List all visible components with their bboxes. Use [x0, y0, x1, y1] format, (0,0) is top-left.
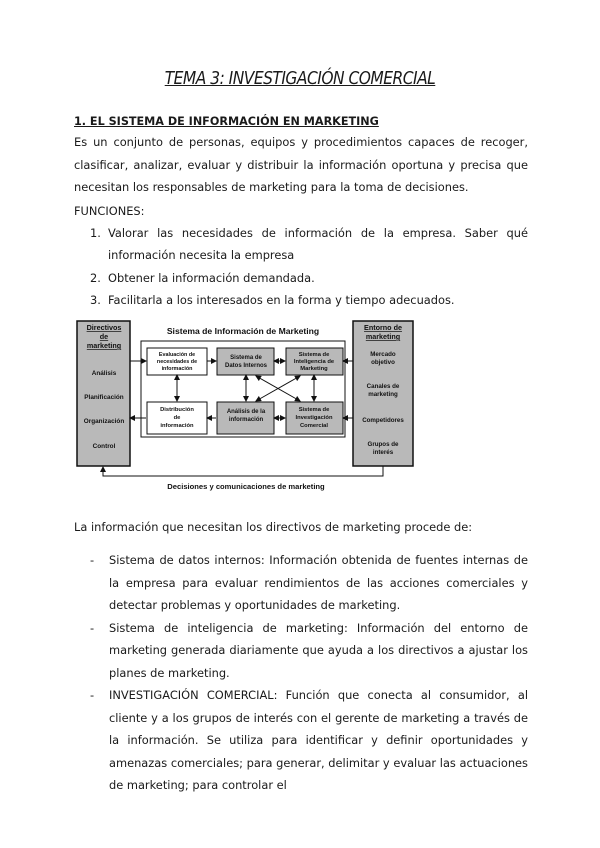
box-text: Comercial — [299, 423, 329, 429]
list-item — [74, 289, 528, 312]
section-1 — [74, 113, 528, 312]
list-text: Facilitarla a los interesados en la forma y tiempo adecuados. — [108, 293, 455, 307]
list-item — [74, 222, 528, 267]
definition-paragraph: Es un conjunto de personas, equipos y procedimientos capaces de recoger, clasificar, analizar, evaluar y distribuir la información oportuna y precisa que necesitan los responsables de marketing para la toma de decisiones. — [74, 135, 528, 194]
panel-item: Canales de — [366, 383, 400, 390]
box-text: Datos Internos — [224, 363, 268, 369]
diagram-svg — [76, 318, 448, 496]
panel-item: Planificación — [84, 394, 124, 401]
box-text: Distribución — [160, 407, 194, 413]
panel-header-line: marketing — [86, 341, 122, 350]
list-item — [74, 617, 528, 685]
box-datos-internos — [217, 348, 274, 375]
section-heading: 1. EL SISTEMA DE INFORMACIÓN EN MARKETING — [74, 115, 379, 128]
panel-item: Mercado — [370, 351, 396, 358]
box-text: Sistema de — [230, 355, 262, 361]
intro-paragraph: La información que necesitan los directivos de marketing procede de: — [74, 520, 473, 534]
panel-item: Competidores — [362, 417, 404, 424]
list-text: Sistema de datos internos: Información obtenida de fuentes internas de la empresa para evaluar rendimientos de las acciones comerciales y detectar problemas y oportunidades de marketing. — [109, 553, 528, 612]
box-text: Análisis de la — [226, 409, 266, 415]
box-text: información — [228, 417, 264, 423]
panel-item: marketing — [368, 391, 398, 398]
list-number: 1. — [90, 225, 101, 240]
box-text: información — [160, 423, 194, 429]
sources-list — [74, 549, 528, 797]
list-text: INVESTIGACIÓN COMERCIAL: Función que conecta al consumidor, al cliente y a los grupos de interés con el gerente de marketing a través de la información. Se utiliza para identificar y definir oportunidades y amenazas comerciales; para generar, delimitar y evaluar las actuaciones de marketing; para controlar el — [109, 688, 528, 792]
panel-header-line: de — [99, 332, 109, 341]
box-text: Sistema de — [298, 352, 330, 358]
marketing-information-system-diagram — [76, 318, 448, 496]
panel-item: Grupos de — [367, 441, 399, 448]
functions-label: FUNCIONES: — [74, 203, 145, 218]
diagram-footer: Decisiones y comunicaciones de marketing — [167, 482, 325, 491]
diagram-title: Sistema de Información de Marketing — [166, 326, 320, 336]
panel-header-line: Directivos — [86, 323, 122, 332]
functions-list — [74, 222, 528, 312]
box-text: de — [173, 415, 181, 421]
list-text: Sistema de inteligencia de marketing: Información del entorno de marketing generada diariamente que ayuda a los directivos a ajustar los planes de marketing. — [109, 620, 528, 680]
panel-item: Control — [92, 443, 116, 450]
box-text: necesidades de — [156, 359, 198, 365]
list-dash: - — [90, 620, 95, 635]
box-text: Evaluación de — [158, 352, 196, 358]
list-text: Obtener la información demandada. — [108, 270, 315, 285]
box-text: información — [161, 366, 193, 372]
list-number: 3. — [90, 293, 101, 307]
list-dash: - — [90, 553, 95, 567]
panel-header-line: marketing — [365, 332, 401, 341]
panel-item: Análisis — [91, 370, 117, 377]
page-title: TEMA 3: INVESTIGACIÓN COMERCIAL — [164, 68, 436, 89]
list-number: 2. — [90, 270, 101, 285]
list-item — [74, 267, 528, 290]
list-dash: - — [90, 688, 95, 702]
box-text: Inteligencia de — [293, 359, 335, 365]
list-item — [74, 684, 528, 797]
box-text: Marketing — [300, 366, 328, 372]
list-item — [74, 549, 528, 617]
panel-item: interés — [372, 449, 394, 456]
list-text: Valorar las necesidades de información de la empresa. Saber qué información necesita la empresa — [108, 225, 528, 262]
panel-item: objetivo — [371, 359, 395, 366]
box-text: Investigación — [295, 415, 333, 421]
panel-header-line: Entorno de — [364, 323, 402, 332]
box-text: Sistema de — [298, 407, 330, 413]
panel-item: Organización — [83, 418, 125, 425]
